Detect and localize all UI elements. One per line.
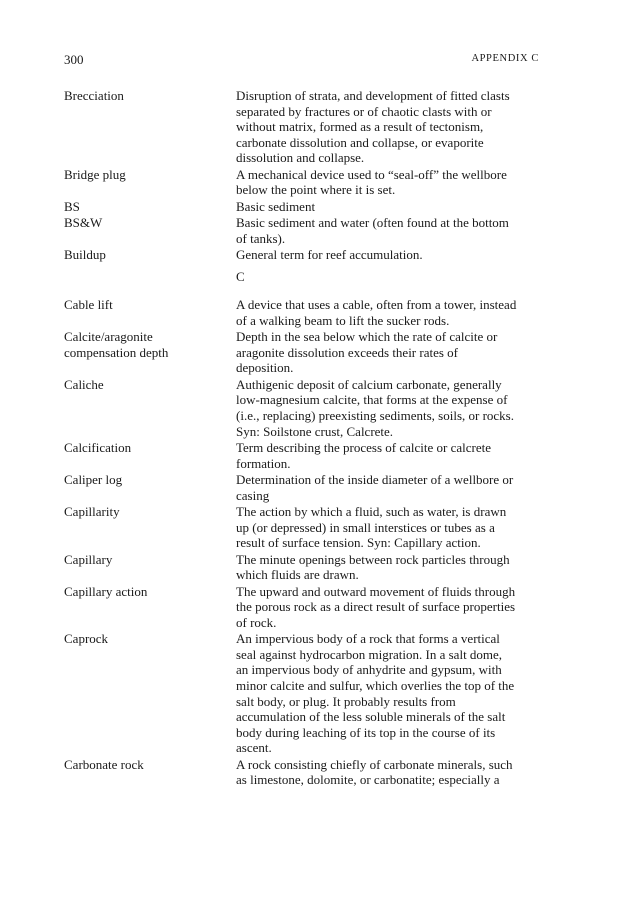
term-line: Capillary (64, 551, 113, 567)
glossary-entry (64, 199, 542, 215)
glossary-definition (236, 329, 542, 376)
definition-line: Authigenic deposit of calcium carbonate, generally (236, 376, 502, 392)
definition-line: The action by which a fluid, such as water, is drawn (236, 504, 507, 520)
glossary-group-c (64, 297, 542, 788)
glossary-term (64, 88, 236, 166)
term-line: Capillary action (64, 583, 148, 599)
section-letter: C (236, 268, 245, 284)
glossary-definition (236, 297, 542, 328)
glossary-definition (236, 377, 542, 439)
term-line: compensation depth (64, 344, 169, 360)
term-line: Caliche (64, 376, 104, 392)
definition-line: below the point where it is set. (236, 182, 396, 198)
term-line: BS&W (64, 215, 103, 231)
definition-line: carbonate dissolution and collapse, or evaporite (236, 134, 484, 150)
glossary-entry (64, 631, 542, 756)
glossary-definition (236, 631, 542, 756)
definition-line: of tanks). (236, 230, 286, 246)
glossary-definition (236, 199, 542, 215)
term-line: Carbonate rock (64, 756, 144, 772)
definition-line: Basic sediment (236, 198, 316, 214)
running-head: APPENDIX C (471, 53, 539, 64)
term-line: Cable lift (64, 297, 113, 313)
glossary-entry (64, 88, 542, 166)
glossary (64, 88, 542, 789)
glossary-definition (236, 584, 542, 631)
definition-line: accumulation of the less soluble minerals of the salt (236, 709, 506, 725)
definition-line: (i.e., replacing) preexisting sediments, soils, or rocks. (236, 408, 514, 424)
glossary-term (64, 297, 236, 328)
definition-line: of a walking beam to lift the sucker rods. (236, 312, 450, 328)
definition-line: of rock. (236, 614, 277, 630)
glossary-term (64, 199, 236, 215)
term-line: Bridge plug (64, 166, 126, 182)
definition-line: General term for reef accumulation. (236, 247, 423, 263)
definition-line: seal against hydrocarbon migration. In a salt dome, (236, 646, 503, 662)
glossary-term (64, 472, 236, 503)
glossary-entry (64, 167, 542, 198)
glossary-term (64, 631, 236, 756)
glossary-entry (64, 584, 542, 631)
glossary-term (64, 329, 236, 376)
glossary-definition (236, 504, 542, 551)
definition-line: formation. (236, 455, 291, 471)
glossary-entry (64, 377, 542, 439)
term-line: Caliper log (64, 472, 123, 488)
glossary-term (64, 440, 236, 471)
glossary-definition (236, 757, 542, 788)
definition-line: The minute openings between rock particles through (236, 551, 510, 567)
definition-line: salt body, or plug. It probably results from (236, 693, 456, 709)
definition-line: Basic sediment and water (often found at the bottom (236, 215, 509, 231)
definition-line: as limestone, dolomite, or carbonatite; especially a (236, 772, 500, 788)
glossary-definition (236, 552, 542, 583)
definition-line: A mechanical device used to “seal-off” the wellbore (236, 166, 507, 182)
glossary-entry (64, 504, 542, 551)
term-line: Caprock (64, 631, 109, 647)
definition-line: separated by fractures or of chaotic clasts with or (236, 103, 492, 119)
glossary-term (64, 504, 236, 551)
glossary-definition (236, 247, 542, 263)
definition-line: an impervious body of anhydrite and gypsum, with (236, 662, 502, 678)
definition-line: body during leaching of its top in the course of its (236, 724, 496, 740)
definition-line: aragonite dissolution exceeds their rates of (236, 344, 459, 360)
glossary-term (64, 377, 236, 439)
definition-line: without matrix, formed as a result of tectonism, (236, 119, 484, 135)
glossary-term (64, 584, 236, 631)
term-line: Buildup (64, 247, 106, 263)
term-line: Capillarity (64, 504, 120, 520)
glossary-term (64, 215, 236, 246)
glossary-entry (64, 247, 542, 263)
page-number: 300 (64, 52, 84, 67)
glossary-term (64, 247, 236, 263)
definition-line: The upward and outward movement of fluids through (236, 583, 516, 599)
definition-line: Term describing the process of calcite or calcrete (236, 440, 491, 456)
definition-line: ascent. (236, 740, 272, 756)
glossary-definition (236, 472, 542, 503)
glossary-definition (236, 167, 542, 198)
definition-line: minor calcite and sulfur, which overlies the top of the (236, 677, 515, 693)
glossary-definition (236, 215, 542, 246)
definition-line: up (or depressed) in small interstices or tubes as a (236, 519, 495, 535)
glossary-entry (64, 215, 542, 246)
glossary-term (64, 757, 236, 788)
glossary-entry (64, 472, 542, 503)
definition-line: casing (236, 487, 270, 503)
term-line: Brecciation (64, 88, 124, 103)
definition-line: dissolution and collapse. (236, 150, 365, 166)
definition-line: An impervious body of a rock that forms a vertical (236, 631, 500, 647)
glossary-entry (64, 440, 542, 471)
glossary-group-b (64, 88, 542, 263)
definition-line: Determination of the inside diameter of a wellbore or (236, 472, 514, 488)
glossary-term (64, 552, 236, 583)
term-line: BS (64, 198, 80, 214)
definition-line: Disruption of strata, and development of fitted clasts (236, 88, 510, 103)
glossary-definition (236, 440, 542, 471)
glossary-term (64, 167, 236, 198)
glossary-entry (64, 297, 542, 328)
term-line: Calcite/aragonite (64, 329, 153, 345)
glossary-entry (64, 757, 542, 788)
definition-line: A device that uses a cable, often from a tower, instead (236, 297, 517, 313)
definition-line: which fluids are drawn. (236, 567, 359, 583)
definition-line: result of surface tension. Syn: Capillary action. (236, 535, 481, 551)
term-line: Calcification (64, 440, 132, 456)
definition-line: the porous rock as a direct result of surface properties (236, 599, 516, 615)
definition-line: A rock consisting chiefly of carbonate minerals, such (236, 756, 513, 772)
glossary-entry (64, 552, 542, 583)
definition-line: deposition. (236, 360, 294, 376)
definition-line: low-magnesium calcite, that forms at the expense of (236, 392, 508, 408)
page-header (64, 52, 539, 70)
glossary-definition (236, 88, 542, 166)
definition-line: Syn: Soilstone crust, Calcrete. (236, 423, 394, 439)
definition-line: Depth in the sea below which the rate of calcite or (236, 329, 498, 345)
glossary-entry (64, 329, 542, 376)
